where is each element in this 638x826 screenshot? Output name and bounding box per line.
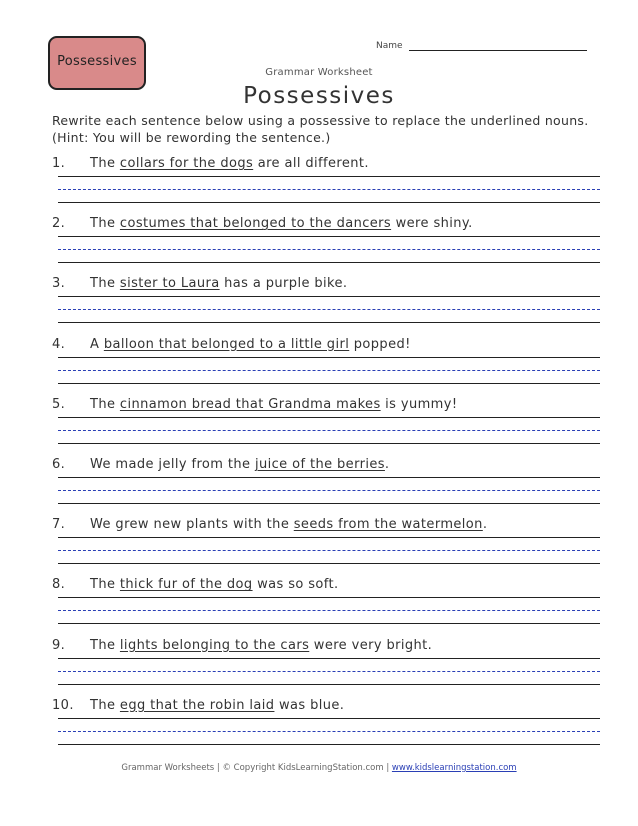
- sentence-text: was so soft.: [252, 577, 339, 593]
- sentence-text: .: [384, 457, 390, 472]
- sentence-text: was blue.: [274, 697, 345, 713]
- question-item: [52, 638, 600, 694]
- answer-line-top[interactable]: [58, 537, 600, 538]
- question-item: [52, 517, 600, 573]
- name-blank-line[interactable]: [409, 40, 587, 51]
- answer-line-baseline[interactable]: [58, 744, 600, 745]
- answer-line-midline[interactable]: [58, 550, 600, 551]
- question-number: 4.: [52, 336, 66, 352]
- question-sentence: [52, 216, 473, 231]
- answer-line-midline[interactable]: [58, 370, 600, 371]
- answer-line-baseline[interactable]: [58, 322, 600, 323]
- underlined-noun-phrase: juice of the berries: [254, 457, 385, 472]
- underlined-noun-phrase: egg that the robin laid: [119, 697, 275, 713]
- worksheet-subtitle: Grammar Worksheet: [265, 67, 373, 78]
- sentence-text: The: [90, 276, 120, 292]
- sentence-text: We made jelly from the: [90, 457, 255, 472]
- footer-copyright: Grammar Worksheets | © Copyright KidsLearningStation.com |: [121, 763, 392, 773]
- sentence-text: popped!: [349, 336, 411, 352]
- answer-line-top[interactable]: [58, 477, 600, 478]
- question-number: 6.: [52, 457, 66, 472]
- question-number: 8.: [52, 577, 66, 593]
- question-item: [52, 577, 600, 633]
- question-item: [52, 397, 600, 453]
- underlined-noun-phrase: collars for the dogs: [119, 156, 254, 171]
- question-number: 1.: [52, 156, 66, 171]
- question-sentence: [52, 337, 411, 352]
- answer-line-top[interactable]: [58, 417, 600, 418]
- question-sentence: [52, 397, 457, 412]
- question-number: 2.: [52, 216, 66, 232]
- underlined-noun-phrase: seeds from the watermelon: [293, 517, 483, 533]
- question-sentence: [52, 457, 389, 472]
- sentence-text: is yummy!: [380, 396, 458, 412]
- answer-line-baseline[interactable]: [58, 623, 600, 624]
- answer-line-baseline[interactable]: [58, 503, 600, 504]
- sentence-text: are all different.: [253, 156, 369, 171]
- answer-line-midline[interactable]: [58, 249, 600, 250]
- question-sentence: [52, 638, 432, 653]
- answer-line-top[interactable]: [58, 296, 600, 297]
- sentence-text: .: [482, 517, 488, 533]
- answer-line-baseline[interactable]: [58, 383, 600, 384]
- question-number: 5.: [52, 396, 66, 412]
- question-item: [52, 337, 600, 393]
- question-sentence: [52, 577, 339, 592]
- question-item: [52, 156, 600, 212]
- page-title: Possessives: [243, 83, 395, 109]
- question-item: [52, 276, 600, 332]
- sentence-text: The: [90, 577, 120, 593]
- question-item: [52, 457, 600, 513]
- instructions: [52, 112, 612, 146]
- question-number: 3.: [52, 276, 66, 292]
- question-sentence: [52, 698, 344, 713]
- answer-line-baseline[interactable]: [58, 563, 600, 564]
- underlined-noun-phrase: thick fur of the dog: [119, 577, 253, 593]
- question-number: 9.: [52, 637, 66, 653]
- sentence-text: We grew new plants with the: [90, 517, 294, 533]
- question-item: [52, 698, 600, 754]
- underlined-noun-phrase: sister to Laura: [119, 276, 220, 292]
- question-number: 10.: [52, 697, 74, 713]
- answer-line-baseline[interactable]: [58, 684, 600, 685]
- sentence-text: were very bright.: [309, 637, 433, 653]
- sentence-text: The: [90, 396, 120, 412]
- sentence-text: were shiny.: [391, 216, 473, 232]
- name-field[interactable]: [376, 40, 587, 51]
- sentence-text: A: [90, 336, 104, 352]
- underlined-noun-phrase: lights belonging to the cars: [119, 637, 310, 653]
- underlined-noun-phrase: cinnamon bread that Grandma makes: [119, 396, 381, 412]
- answer-line-top[interactable]: [58, 597, 600, 598]
- question-sentence: [52, 276, 347, 291]
- footer: [0, 763, 638, 773]
- underlined-noun-phrase: costumes that belonged to the dancers: [119, 216, 392, 232]
- answer-line-midline[interactable]: [58, 610, 600, 611]
- question-sentence: [52, 517, 487, 532]
- answer-line-top[interactable]: [58, 658, 600, 659]
- answer-line-midline[interactable]: [58, 430, 600, 431]
- answer-line-midline[interactable]: [58, 189, 600, 190]
- answer-line-midline[interactable]: [58, 671, 600, 672]
- sentence-text: The: [90, 216, 120, 232]
- answer-line-top[interactable]: [58, 176, 600, 177]
- sentence-text: The: [90, 156, 120, 171]
- answer-line-top[interactable]: [58, 357, 600, 358]
- worksheet-topic-badge: Possessives: [48, 36, 146, 90]
- footer-website-link[interactable]: www.kidslearningstation.com: [391, 763, 517, 773]
- answer-line-top[interactable]: [58, 718, 600, 719]
- name-label: Name: [376, 41, 403, 51]
- question-item: [52, 216, 600, 272]
- answer-line-baseline[interactable]: [58, 443, 600, 444]
- answer-line-baseline[interactable]: [58, 262, 600, 263]
- question-sentence: [52, 156, 369, 171]
- answer-line-baseline[interactable]: [58, 202, 600, 203]
- question-number: 7.: [52, 517, 66, 533]
- sentence-text: The: [90, 697, 120, 713]
- sentence-text: has a purple bike.: [219, 276, 348, 292]
- instructions-line-2: (Hint: You will be rewording the sentence.): [52, 130, 331, 145]
- sentence-text: The: [90, 637, 120, 653]
- answer-line-midline[interactable]: [58, 490, 600, 491]
- instructions-line-1: Rewrite each sentence below using a possessive to replace the underlined nouns.: [52, 113, 589, 128]
- underlined-noun-phrase: balloon that belonged to a little girl: [103, 336, 350, 352]
- answer-line-top[interactable]: [58, 236, 600, 237]
- answer-line-midline[interactable]: [58, 309, 600, 310]
- answer-line-midline[interactable]: [58, 731, 600, 732]
